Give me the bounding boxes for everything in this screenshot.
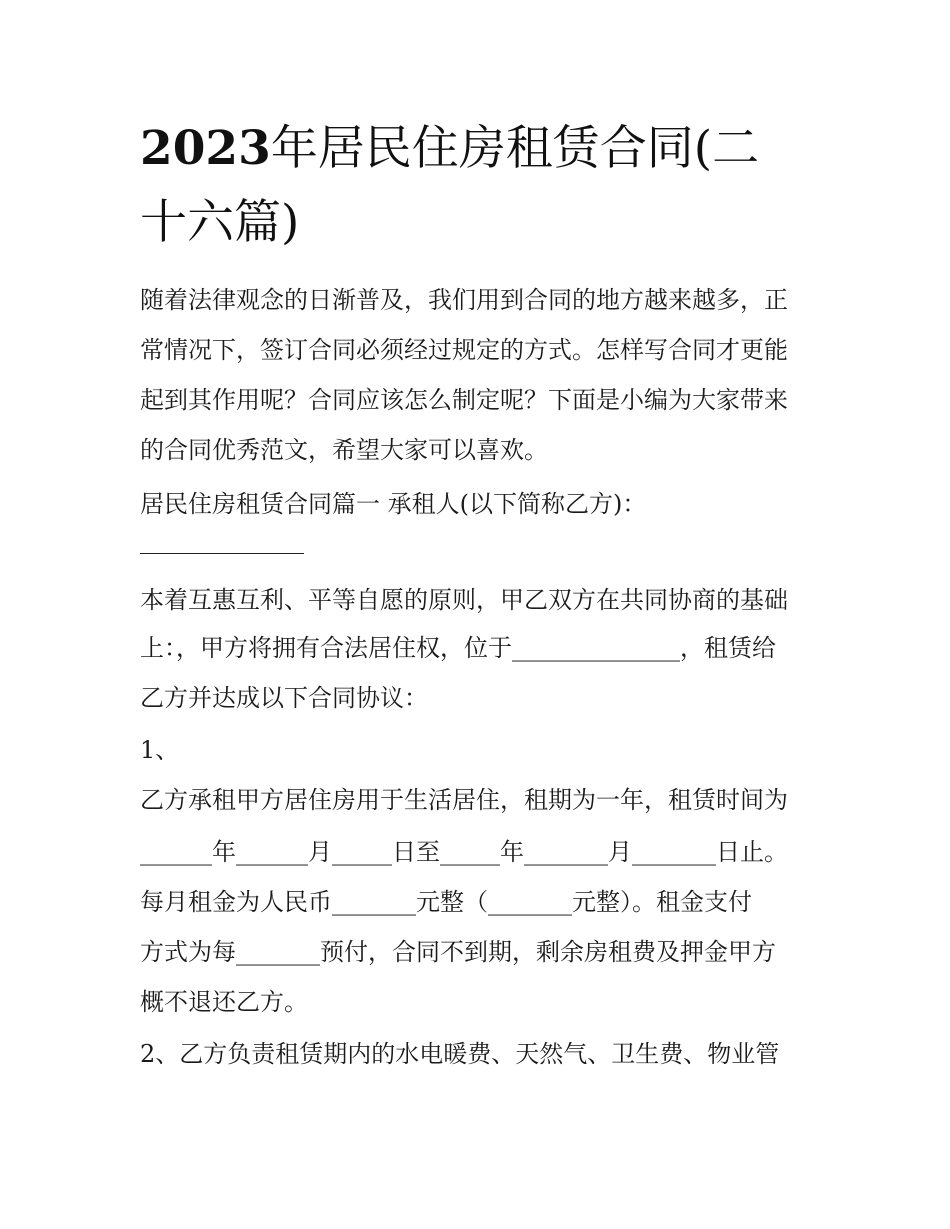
item-1-line-4: 方式为每_______预付，合同不到期，剩余房租费及押金甲方 — [140, 938, 776, 966]
principle-line-1: 本着互惠互利、平等自愿的原则，甲乙双方在共同协商的基础 — [140, 586, 788, 614]
title-year: 2023 — [140, 121, 271, 176]
item-1-line-5: 概不退还乙方。 — [140, 988, 308, 1016]
intro-line-1: 随着法律观念的日渐普及，我们用到合同的地方越来越多，正 — [140, 286, 788, 314]
document-title — [140, 112, 820, 260]
intro-line-2: 常情况下，签订合同必须经过规定的方式。怎样写合同才更能 — [140, 336, 788, 364]
section-heading: 居民住房租赁合同篇一 承租人(以下简称乙方)： — [140, 490, 647, 518]
intro-line-3: 起到其作用呢？合同应该怎么制定呢？下面是小编为大家带来 — [140, 386, 788, 414]
item-1-line-3: 每月租金为人民币_______元整（_______元整）。租金支付 — [140, 888, 752, 916]
item-1-line-2: ______年______月_____日至_____年_______月_______日止。 — [140, 838, 788, 866]
title-line1-text: 年居民住房租赁合同(二 — [270, 121, 760, 176]
title-line2-text: 十六篇) — [140, 195, 300, 250]
item-2-line-1: 2、乙方负责租赁期内的水电暖费、天然气、卫生费、物业管 — [140, 1040, 780, 1068]
intro-line-4: 的合同优秀范文，希望大家可以喜欢。 — [140, 436, 548, 464]
principle-line-3: 乙方并达成以下合同协议： — [140, 684, 428, 712]
signature-blank — [140, 553, 304, 554]
item-1-line-1: 乙方承租甲方居住房用于生活居住，租期为一年，租赁时间为 — [140, 786, 788, 814]
item-1-label: 1、 — [140, 736, 180, 764]
principle-line-2: 上：，甲方将拥有合法居住权，位于______________，租赁给 — [140, 634, 776, 662]
